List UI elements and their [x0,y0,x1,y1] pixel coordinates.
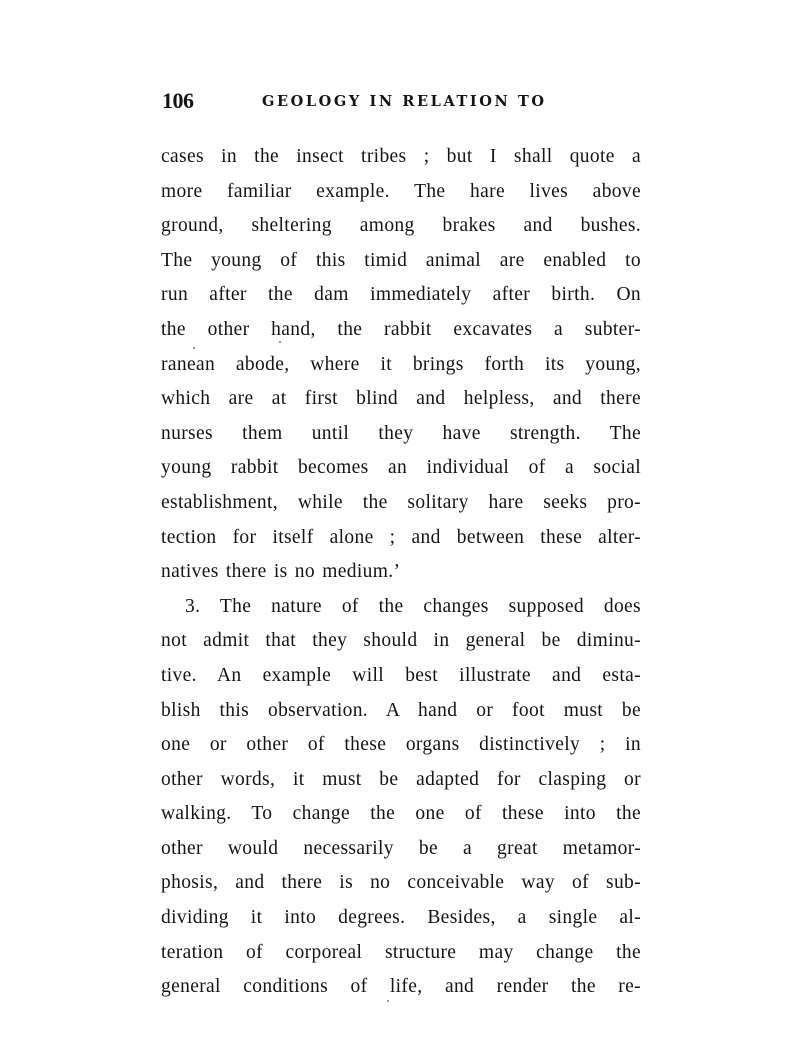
text-line-content: natives there is no medium.’ [161,561,401,583]
text-line [161,901,641,936]
text-line-content: run after the dam immediately after birth. On [161,284,641,306]
text-line [161,451,641,486]
text-line [161,832,641,867]
text-line-content: tection for itself alone ; and between these alter- [161,526,641,548]
text-line [161,417,641,452]
text-line [161,348,641,383]
text-line [161,521,641,556]
text-line [161,763,641,798]
ink-speck [387,1000,389,1002]
text-line-content: The young of this timid animal are enabled to [161,249,641,271]
text-line [161,936,641,971]
text-line [161,313,641,348]
text-line-content: ground, sheltering among brakes and bushes. [161,215,641,237]
text-line [161,970,641,1005]
text-line [161,278,641,313]
text-line [161,659,641,694]
text-line [161,555,641,590]
text-line [161,728,641,763]
text-line-content: nurses them until they have strength. The [161,422,641,444]
text-line-content: blish this observation. A hand or foot must be [161,699,641,721]
text-line [161,209,641,244]
body-text [161,140,641,1005]
text-line [161,486,641,521]
text-line-content: ranean abode, where it brings forth its young, [161,353,641,375]
text-line-content: phosis, and there is no conceivable way of sub- [161,872,641,894]
text-line-content: not admit that they should in general be diminu- [161,630,641,652]
text-line-content: more familiar example. The hare lives above [161,180,641,202]
text-line [161,175,641,210]
ink-speck [193,347,195,349]
text-line-content: other words, it must be adapted for clasping or [161,768,641,790]
page-number: 106 [162,88,194,113]
running-head [162,88,642,118]
text-line-content: walking. To change the one of these into the [161,803,641,825]
text-line [161,624,641,659]
text-line-content: young rabbit becomes an individual of a social [161,457,641,479]
text-line-content: cases in the insect tribes ; but I shall quote a [161,146,641,167]
text-line-content: teration of corporeal structure may change the [161,941,641,963]
text-line [161,866,641,901]
text-line-content: 3. The nature of the changes supposed does [185,595,641,617]
text-line [161,140,641,175]
text-line [161,244,641,279]
text-line [161,797,641,832]
text-line-content: establishment, while the solitary hare seeks pro- [161,491,641,513]
text-line-content: one or other of these organs distinctively ; in [161,734,641,756]
text-line-content: other would necessarily be a great metamor- [161,837,641,859]
text-line-content: dividing it into degrees. Besides, a single al- [161,907,641,929]
running-head-title: GEOLOGY IN RELATION TO [262,93,547,110]
ink-speck [279,341,281,343]
text-line [161,382,641,417]
text-line-content: the other hand, the rabbit excavates a subter- [161,318,641,340]
text-line-content: general conditions of life, and render the re- [161,976,641,998]
text-line-content: which are at first blind and helpless, and there [161,388,641,410]
text-line [161,590,641,625]
text-line [161,694,641,729]
text-line-content: tive. An example will best illustrate and esta- [161,664,641,686]
